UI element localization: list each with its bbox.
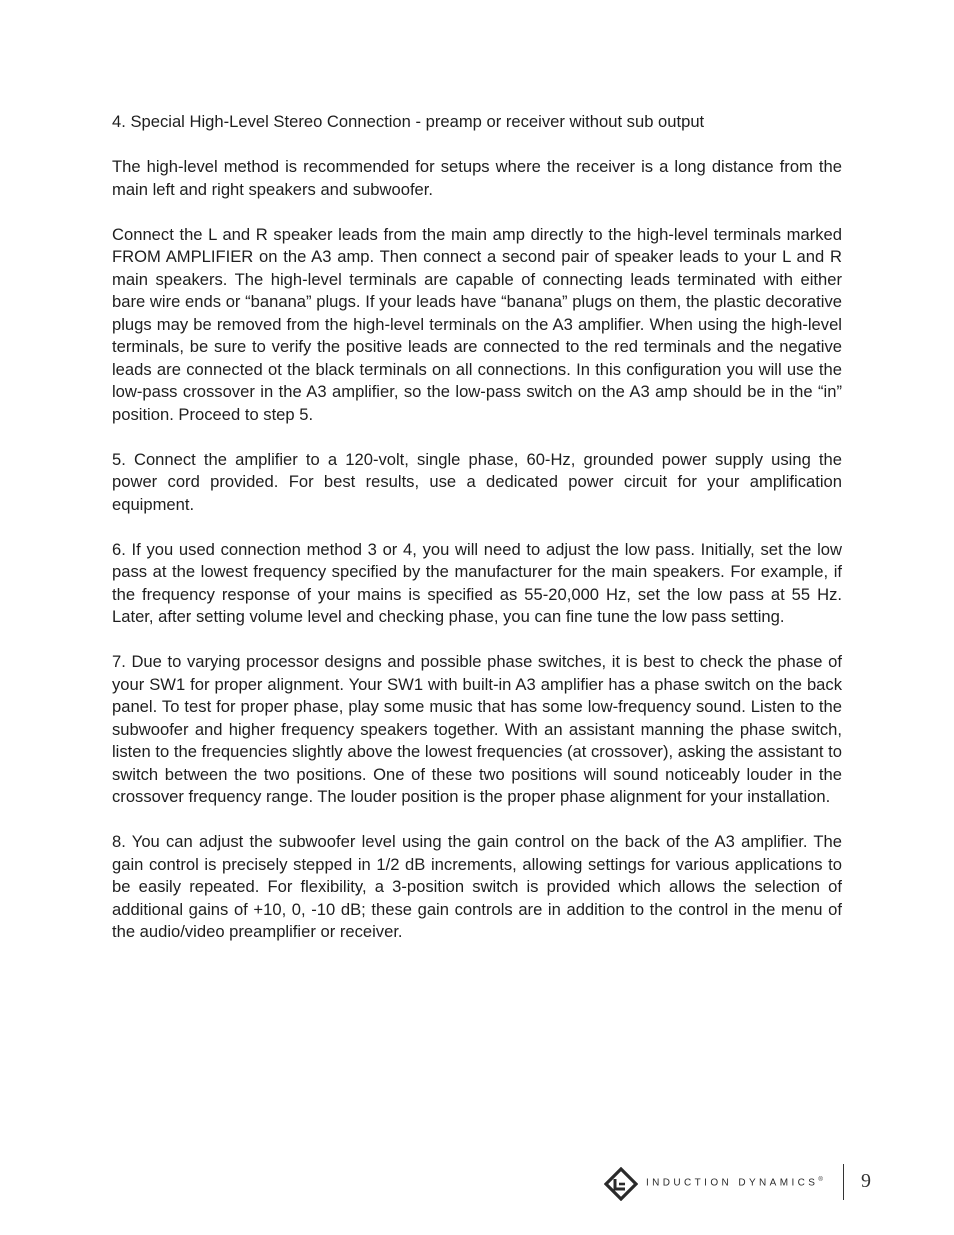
paragraph-step-7: 7. Due to varying processor designs and possible phase switches, it is best to check the phase of your SW1 for proper alignment. Your SW1 with built-in A3 amplifier has a phase switch on the back panel. To test for proper phase, play some music that has some low-frequency sound. Listen to the subwoofer and higher frequency speakers together. With an assistant manning the phase switch, listen to the frequencies slightly above the lowest frequencies (at crossover), asking the assistant to switch between the two positions. One of these two positions will sound noticeably louder in the crossover frequency range. The louder position is the proper phase alignment for your installation. — [112, 652, 842, 806]
section-heading: 4. Special High-Level Stereo Connection - preamp or receiver without sub output — [112, 112, 705, 131]
paragraph-connect-leads: Connect the L and R speaker leads from the main amp directly to the high-level terminals marked FROM AMPLIFIER on the A3 amp. Then connect a second pair of speaker leads to your L and R main speakers. The high-level terminals are capable of connecting leads terminated with either bare wire ends or “banana” plugs. If your leads have “banana” plugs on them, the plastic decorative plugs may be removed from the high-level terminals on the A3 amplifier. When using the high-level terminals, be sure to verify the positive leads are connected to the red terminals and the negative leads are connected ot the black terminals on all connections. In this configuration you will use the low-pass crossover in the A3 amplifier, so the low-pass switch on the A3 amp should be in the “in” position. Proceed to step 5. — [112, 224, 842, 424]
page-footer — [604, 1160, 904, 1204]
paragraph-step-6: 6. If you used connection method 3 or 4, you will need to adjust the low pass. Initially, set the low pass at the lowest frequency specified by the manufacturer for the main speakers. For example, if the frequency response of your mains is specified as 55-20,000 Hz, set the low pass at 55 Hz. Later, after setting volume level and checking phase, you can fine tune the low pass setting. — [112, 539, 842, 626]
paragraph-step-5: 5. Connect the amplifier to a 120-volt, single phase, 60-Hz, grounded power supply using the power cord provided. For best results, use a dedicated power circuit for your amplification equipment. — [112, 449, 842, 514]
page-content — [112, 111, 842, 966]
induction-dynamics-logo-icon — [604, 1167, 638, 1201]
page-number: 9 — [861, 1170, 871, 1192]
brand-registered-mark: ® — [818, 1177, 823, 1183]
brand-name: INDUCTION DYNAMICS® — [646, 1177, 823, 1189]
footer-divider — [843, 1164, 844, 1200]
paragraph-step-8: 8. You can adjust the subwoofer level using the gain control on the back of the A3 amplifier. The gain control is precisely stepped in 1/2 dB increments, allowing settings for various applications to be easily repeated. For flexibility, a 3-position switch is provided which allows the selection of additional gains of +10, 0, -10 dB; these gain controls are in addition to the control in the menu of the audio/video preamplifier or receiver. — [112, 832, 842, 941]
paragraph-high-level-intro: The high-level method is recommended for setups where the receiver is a long distance from the main left and right speakers and subwoofer. — [112, 157, 842, 199]
